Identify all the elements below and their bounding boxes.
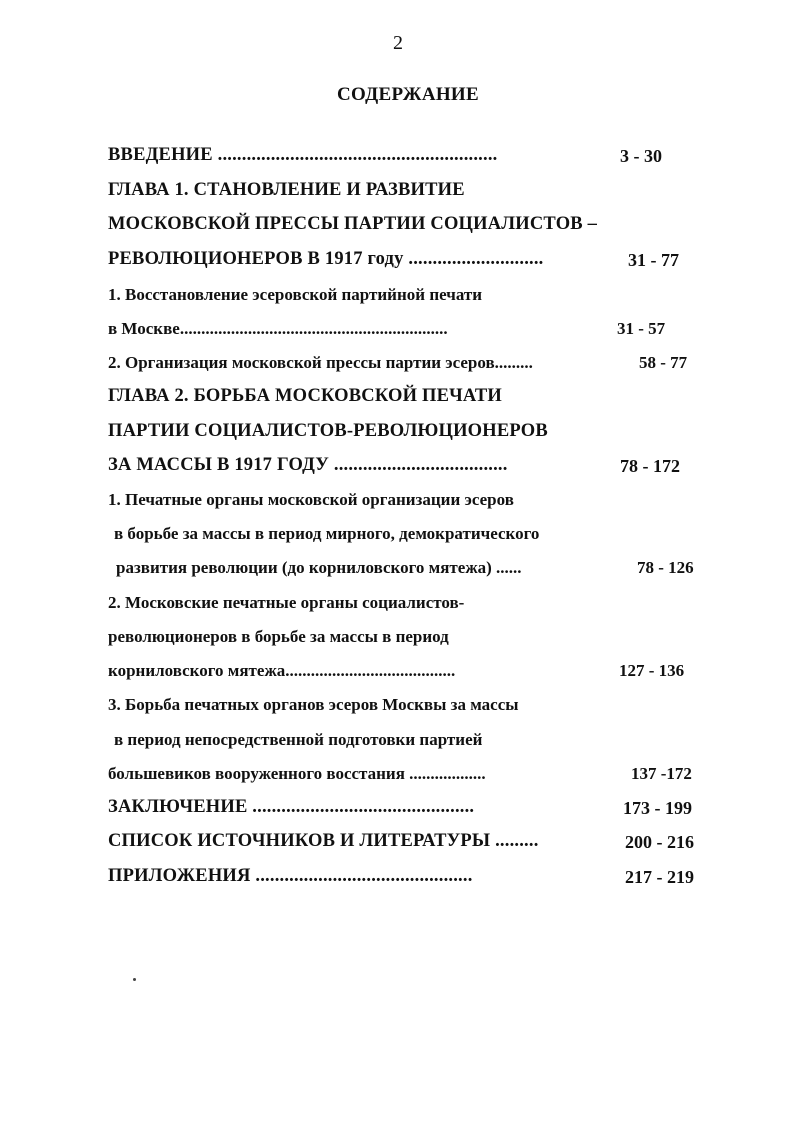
toc-entry-section-1-2: 2. Организация московской прессы партии эсеров......... [108, 353, 533, 372]
toc-entry-page: 31 - 77 [628, 250, 679, 270]
toc-entry-chapter-1: ГЛАВА 1. СТАНОВЛЕНИЕ И РАЗВИТИЕ [108, 180, 465, 200]
toc-entry-appendices: ПРИЛОЖЕНИЯ ............................................. [108, 866, 473, 886]
toc-entry-page: 137 -172 [631, 764, 692, 783]
toc-title: СОДЕРЖАНИЕ [337, 84, 479, 105]
toc-entry-page: 217 - 219 [625, 867, 694, 887]
toc-entry-section-2-3-end: большевиков вооруженного восстания .................. [108, 764, 486, 783]
toc-entry-section-2-3: 3. Борьба печатных органов эсеров Москвы за массы [108, 695, 519, 714]
toc-entry-section-1-1-end: в Москве............................................................... [108, 319, 448, 338]
toc-entry-page: 78 - 172 [620, 456, 680, 476]
toc-entry-sources: СПИСОК ИСТОЧНИКОВ И ЛИТЕРАТУРЫ ......... [108, 831, 539, 851]
page-number: 2 [393, 32, 403, 54]
toc-entry-section-1-1: 1. Восстановление эсеровской партийной печати [108, 285, 483, 304]
toc-entry-introduction: ВВЕДЕНИЕ .......................................................... [108, 145, 498, 165]
toc-entry-section-2-1-end: развития революции (до корниловского мятежа) ...... [116, 558, 522, 577]
toc-entry-page: 31 - 57 [617, 319, 666, 338]
toc-entry-section-2-3-cont: в период непосредственной подготовки партией [114, 730, 483, 749]
toc-entry-chapter-1-cont: МОСКОВСКОЙ ПРЕССЫ ПАРТИИ СОЦИАЛИСТОВ – [108, 214, 598, 234]
scan-speck [133, 978, 136, 981]
toc-entry-chapter-1-end: РЕВОЛЮЦИОНЕРОВ В 1917 году ............................ [108, 249, 544, 269]
toc-entry-page: 78 - 126 [637, 558, 694, 577]
toc-entry-chapter-2-end: ЗА МАССЫ В 1917 ГОДУ .................................... [108, 455, 508, 475]
toc-entry-section-2-2-end: корниловского мятежа........................................ [108, 661, 456, 680]
toc-entry-page: 58 - 77 [639, 353, 688, 372]
toc-entry-page: 127 - 136 [619, 661, 685, 680]
toc-entry-section-2-1: 1. Печатные органы московской организации эсеров [108, 490, 514, 509]
toc-entry-section-2-2-cont: революционеров в борьбе за массы в период [108, 627, 449, 646]
toc-entry-page: 3 - 30 [620, 146, 662, 166]
toc-entry-chapter-2: ГЛАВА 2. БОРЬБА МОСКОВСКОЙ ПЕЧАТИ [108, 386, 502, 406]
toc-entry-chapter-2-cont: ПАРТИИ СОЦИАЛИСТОВ-РЕВОЛЮЦИОНЕРОВ [108, 421, 548, 441]
toc-entry-page: 200 - 216 [625, 832, 694, 852]
toc-entry-section-2-1-cont: в борьбе за массы в период мирного, демократического [114, 524, 540, 543]
toc-entry-conclusion: ЗАКЛЮЧЕНИЕ .............................................. [108, 797, 475, 817]
toc-entry-page: 173 - 199 [623, 798, 692, 818]
toc-entry-section-2-2: 2. Московские печатные органы социалистов- [108, 593, 465, 612]
